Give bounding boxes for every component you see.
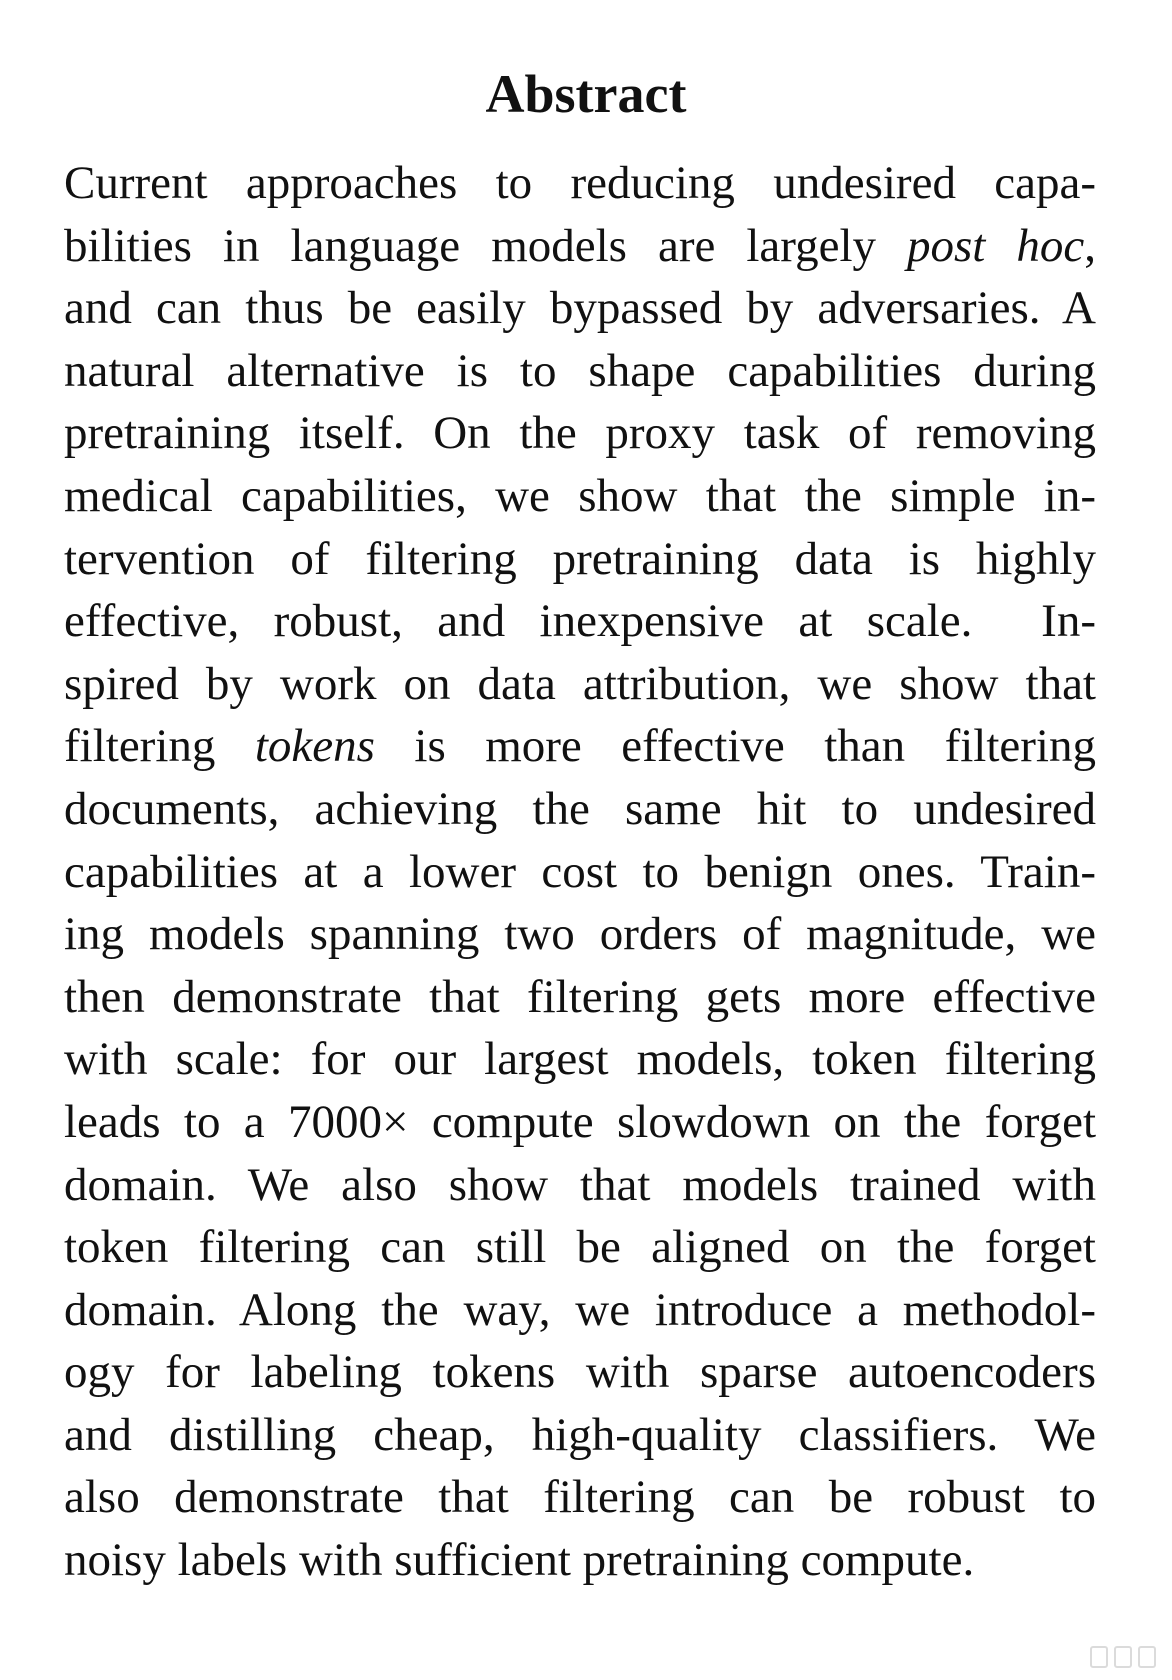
abstract-line (64, 590, 1096, 653)
watermark-mark (1138, 1646, 1156, 1668)
abstract-text: is more effective than filtering (374, 720, 1096, 773)
abstract-line (64, 277, 1096, 340)
abstract-line (64, 340, 1096, 403)
abstract-text: and can thus be easily bypassed by adversaries. A (64, 282, 1096, 335)
abstract-line (64, 1341, 1096, 1404)
abstract-line (64, 152, 1096, 215)
abstract-line (64, 1529, 1096, 1592)
abstract-text: domain. Along the way, we introduce a methodol- (64, 1283, 1096, 1336)
abstract-text: pretraining itself. On the proxy task of removing (64, 407, 1096, 460)
abstract-line (64, 1279, 1096, 1342)
abstract-line (64, 841, 1096, 904)
abstract-line (64, 215, 1096, 278)
abstract-line (64, 1404, 1096, 1467)
abstract-line (64, 903, 1096, 966)
abstract-text: with scale: for our largest models, token filtering (64, 1033, 1096, 1086)
watermark-mark (1114, 1646, 1132, 1668)
abstract-line (64, 715, 1096, 778)
abstract-text: token filtering can still be aligned on the forget (64, 1221, 1096, 1274)
abstract-text: capabilities at a lower cost to benign ones. Train- (64, 845, 1096, 898)
abstract-line (64, 966, 1096, 1029)
watermark-mark (1090, 1646, 1108, 1668)
abstract-line (64, 778, 1096, 841)
abstract-line (64, 1216, 1096, 1279)
abstract-line (64, 1466, 1096, 1529)
abstract-text: bilities in language models are largely (64, 219, 908, 272)
abstract-text: leads to a 7000× compute slowdown on the forget (64, 1095, 1096, 1148)
abstract-text: domain. We also show that models trained with (64, 1158, 1096, 1211)
abstract-line (64, 653, 1096, 716)
abstract-text: , (1084, 219, 1096, 272)
abstract-text: natural alternative is to shape capabilities during (64, 344, 1096, 397)
abstract-line (64, 1091, 1096, 1154)
abstract-body (64, 152, 1096, 1592)
abstract-heading: Abstract (485, 64, 687, 124)
abstract-line (64, 402, 1096, 465)
abstract-emphasis: post hoc (907, 219, 1085, 272)
abstract-text: and distilling cheap, high-quality classifiers. We (64, 1408, 1096, 1461)
abstract-text: also demonstrate that filtering can be robust to (64, 1471, 1096, 1524)
abstract-text: spired by work on data attribution, we show that (64, 657, 1096, 710)
abstract-text: ogy for labeling tokens with sparse autoencoders (64, 1346, 1096, 1399)
abstract-text: filtering (64, 720, 255, 773)
abstract-text: noisy labels with sufficient pretraining compute. (64, 1534, 975, 1587)
abstract-line (64, 1028, 1096, 1091)
abstract-line (64, 1154, 1096, 1217)
abstract-text: medical capabilities, we show that the simple in- (64, 469, 1096, 522)
abstract-text: Current approaches to reducing undesired capa- (64, 157, 1096, 209)
abstract-emphasis: tokens (254, 720, 375, 773)
abstract-line (64, 528, 1096, 591)
abstract-line (64, 465, 1096, 528)
abstract-text: ing models spanning two orders of magnitude, we (64, 908, 1096, 961)
watermark (966, 1644, 1156, 1670)
abstract-text: effective, robust, and inexpensive at scale. In- (64, 595, 1096, 648)
abstract-text: tervention of filtering pretraining data is highly (64, 532, 1096, 585)
abstract-text: documents, achieving the same hit to undesired (64, 782, 1096, 835)
abstract-text: then demonstrate that filtering gets more effective (64, 970, 1096, 1023)
